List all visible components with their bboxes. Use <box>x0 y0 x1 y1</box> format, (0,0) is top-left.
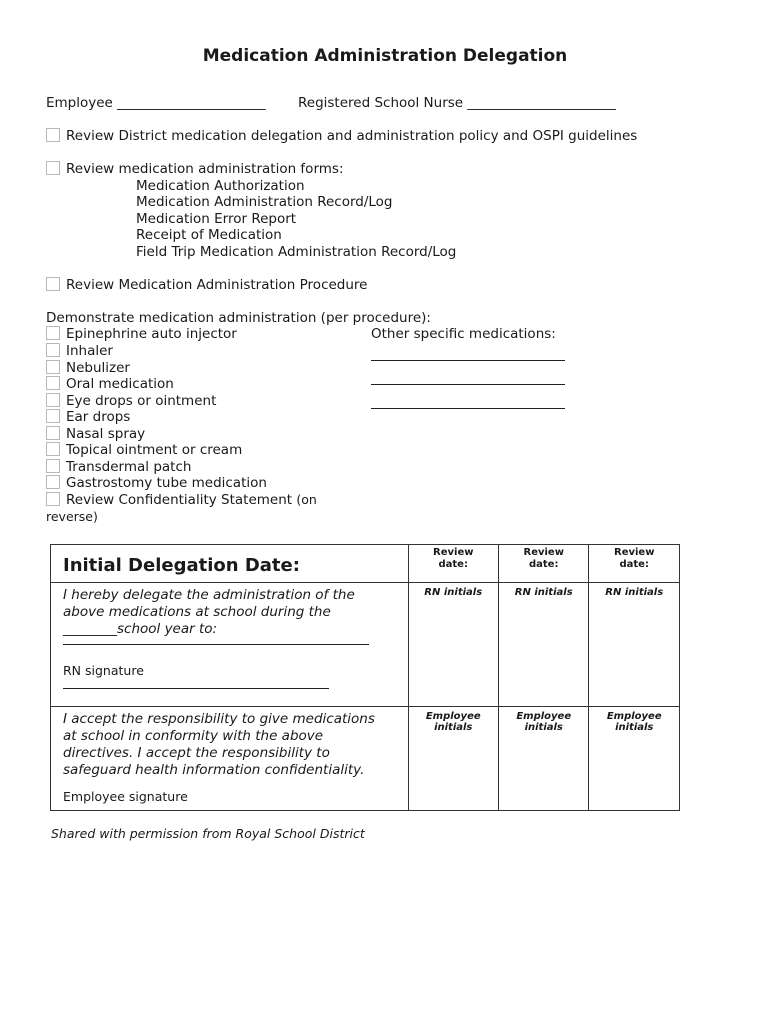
accept-statement: I accept the responsibility to give medications at school in conformity with the above directives. I accept the responsibility to safeguard health information confidentiality. <box>63 711 375 778</box>
demonstrate-label: Demonstrate medication administration (per procedure): <box>46 310 431 326</box>
other-medication-line[interactable] <box>371 408 565 409</box>
form-item: Medication Authorization <box>136 178 305 194</box>
rn-initials-cell[interactable]: RN initials <box>589 583 680 707</box>
med-label: Nasal spray <box>66 426 146 442</box>
med-item <box>46 360 130 376</box>
employee-field-label[interactable]: Employee ______________________ <box>46 95 266 111</box>
med-item <box>46 426 145 442</box>
form-item: Receipt of Medication <box>136 227 282 243</box>
review-date-header[interactable]: Review date: <box>408 545 498 583</box>
med-checkbox[interactable] <box>46 459 60 473</box>
med-item <box>46 376 174 392</box>
med-label: Topical ointment or cream <box>66 442 243 458</box>
med-item <box>46 459 191 475</box>
med-label: Gastrostomy tube medication <box>66 475 267 491</box>
delegate-statement: I hereby delegate the administration of the above medications at school during the ________school year to: <box>63 587 355 637</box>
employee-initials-cell[interactable]: Employee initials <box>498 707 588 811</box>
review-policy-checkbox[interactable] <box>46 128 60 142</box>
rn-initials-cell[interactable]: RN initials <box>498 583 588 707</box>
review-procedure-checkbox[interactable] <box>46 277 60 291</box>
other-medication-line[interactable] <box>371 360 565 361</box>
review-policy-item <box>46 128 637 144</box>
other-medications-label: Other specific medications: <box>371 326 556 342</box>
confidentiality-note: (on <box>296 492 317 507</box>
med-label: Transdermal patch <box>66 459 192 475</box>
employee-initials-cell[interactable]: Employee initials <box>589 707 680 811</box>
med-item <box>46 409 130 425</box>
review-procedure-item <box>46 277 367 293</box>
med-item <box>46 326 237 342</box>
nurse-field-label[interactable]: Registered School Nurse ______________________ <box>298 95 616 111</box>
med-label: Review Confidentiality Statement <box>66 492 293 508</box>
form-item: Medication Administration Record/Log <box>136 194 393 210</box>
med-item <box>46 475 267 491</box>
med-label: Nebulizer <box>66 360 130 376</box>
review-date-header[interactable]: Review date: <box>498 545 588 583</box>
review-forms-checkbox[interactable] <box>46 161 60 175</box>
med-item <box>46 393 216 409</box>
review-policy-label: Review District medication delegation and administration policy and OSPI guidelines <box>66 128 638 144</box>
delegate-cell <box>51 583 409 707</box>
med-label: Oral medication <box>66 376 174 392</box>
review-date-header[interactable]: Review date: <box>589 545 680 583</box>
med-checkbox[interactable] <box>46 442 60 456</box>
med-checkbox[interactable] <box>46 376 60 390</box>
page-title: Medication Administration Delegation <box>202 46 568 66</box>
med-checkbox[interactable] <box>46 326 60 340</box>
delegate-name-line[interactable] <box>63 644 369 645</box>
form-item: Medication Error Report <box>136 211 297 227</box>
initial-delegation-title: Initial Delegation Date: <box>63 555 300 576</box>
med-checkbox[interactable] <box>46 492 60 506</box>
accept-cell <box>51 707 409 811</box>
med-checkbox[interactable] <box>46 393 60 407</box>
med-checkbox[interactable] <box>46 343 60 357</box>
review-forms-label: Review medication administration forms: <box>66 161 344 177</box>
review-forms-item <box>46 161 344 177</box>
other-medication-line[interactable] <box>371 384 565 385</box>
med-label: Inhaler <box>66 343 113 359</box>
med-checkbox[interactable] <box>46 409 60 423</box>
form-item: Field Trip Medication Administration Record/Log <box>136 244 457 260</box>
rn-signature-line[interactable] <box>63 688 329 689</box>
employee-initials-cell[interactable]: Employee initials <box>408 707 498 811</box>
rn-initials-cell[interactable]: RN initials <box>408 583 498 707</box>
delegation-table <box>50 544 680 811</box>
med-label: Ear drops <box>66 409 131 425</box>
med-label: Eye drops or ointment <box>66 393 217 409</box>
med-item <box>46 343 113 359</box>
footer-credit: Shared with permission from Royal School District <box>51 826 365 841</box>
initial-delegation-cell <box>51 545 409 583</box>
review-procedure-label: Review Medication Administration Procedure <box>66 277 368 293</box>
med-item <box>46 492 317 508</box>
med-checkbox[interactable] <box>46 475 60 489</box>
med-item <box>46 442 242 458</box>
med-checkbox[interactable] <box>46 360 60 374</box>
confidentiality-note-cont: reverse) <box>46 509 98 524</box>
rn-signature-label: RN signature <box>63 663 144 678</box>
employee-signature-label: Employee signature <box>63 789 188 804</box>
med-label: Epinephrine auto injector <box>66 326 237 342</box>
med-checkbox[interactable] <box>46 426 60 440</box>
